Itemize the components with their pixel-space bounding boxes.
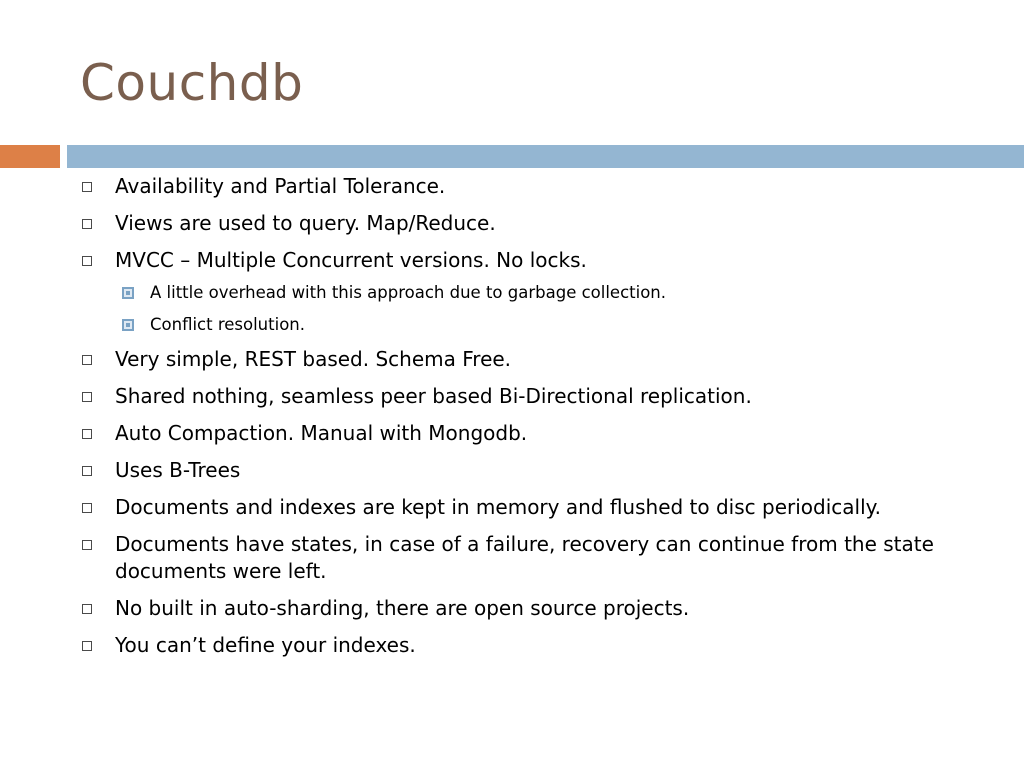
bullet-text: Very simple, REST based. Schema Free. [115, 347, 512, 371]
sub-bullet-item [80, 314, 980, 336]
bullet-text: Documents and indexes are kept in memory and flushed to disc periodically. [115, 495, 881, 519]
bullet-item [80, 494, 980, 521]
bullet-item [80, 173, 980, 200]
bullet-item [80, 531, 980, 585]
bullet-text: Availability and Partial Tolerance. [115, 174, 446, 198]
slide-title: Couchdb [80, 54, 304, 112]
bullet-text: Documents have states, in case of a failure, recovery can continue from the state documents were left. [115, 532, 934, 583]
bullet-text: Shared nothing, seamless peer based Bi-Directional replication. [115, 384, 752, 408]
square-bullet-icon [82, 429, 92, 439]
square-bullet-icon [82, 503, 92, 513]
sub-bullet-text: A little overhead with this approach due to garbage collection. [150, 283, 666, 302]
bullet-item [80, 595, 980, 622]
bullet-item [80, 457, 980, 484]
accent-bar-orange [0, 145, 60, 168]
bullet-text: MVCC – Multiple Concurrent versions. No locks. [115, 248, 587, 272]
accent-bar-blue [67, 145, 1024, 168]
sub-bullet-item [80, 282, 980, 304]
square-bullet-icon [82, 219, 92, 229]
bullet-item [80, 247, 980, 274]
bullet-list [80, 173, 980, 669]
square-bullet-icon [82, 641, 92, 651]
square-bullet-icon [82, 182, 92, 192]
square-bullet-icon [82, 466, 92, 476]
bullet-text: No built in auto-sharding, there are open source projects. [115, 596, 690, 620]
bullet-item [80, 420, 980, 447]
bullet-item [80, 383, 980, 410]
square-bullet-icon [82, 355, 92, 365]
filled-square-bullet-icon [122, 287, 134, 299]
sub-bullet-list [80, 282, 980, 336]
square-bullet-icon [82, 604, 92, 614]
bullet-item [80, 346, 980, 373]
bullet-text: Views are used to query. Map/Reduce. [115, 211, 496, 235]
bullet-text: You can’t define your indexes. [115, 633, 416, 657]
square-bullet-icon [82, 256, 92, 266]
square-bullet-icon [82, 540, 92, 550]
square-bullet-icon [82, 392, 92, 402]
bullet-text: Auto Compaction. Manual with Mongodb. [115, 421, 528, 445]
bullet-text: Uses B-Trees [115, 458, 241, 482]
sub-bullet-text: Conflict resolution. [150, 315, 305, 334]
filled-square-bullet-icon [122, 319, 134, 331]
bullet-item [80, 210, 980, 237]
bullet-item [80, 632, 980, 659]
